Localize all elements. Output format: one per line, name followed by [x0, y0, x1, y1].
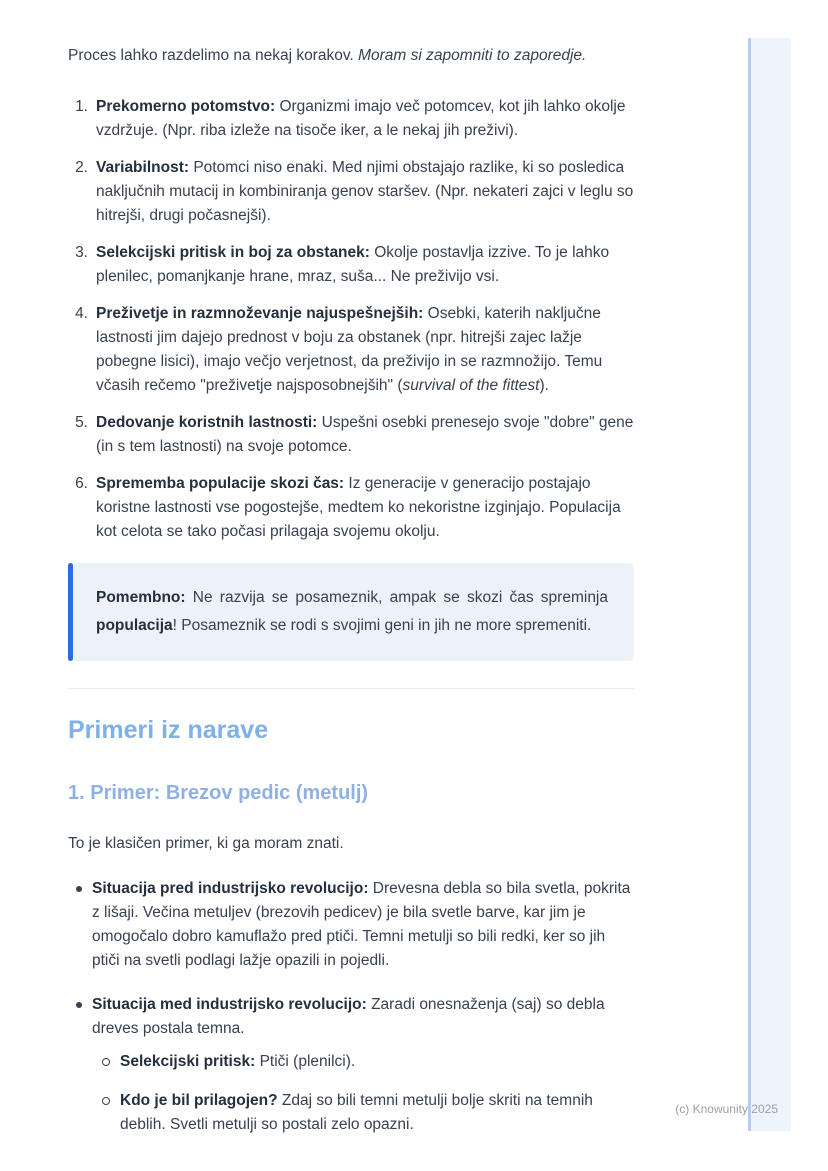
list-item-number: 1. — [75, 98, 88, 115]
circle-bullet-marker — [102, 1097, 110, 1105]
list-item-text: Drevesna debla so bila svetla, pokrita z lišaji. Večina metuljev (brezovih pedicev) je bila svetle barve, kar jim je omogočalo dobro kamuflažo pred ptiči. Temni metulji so bili redki, ker so jih ptiči na svetli podlagi lažje opazili in pojedli. — [92, 880, 631, 969]
callout-label: Pomembno: — [96, 589, 186, 606]
list-item-italic: survival of the fittest — [402, 377, 540, 394]
list-item-label: Situacija pred industrijsko revolucijo: — [92, 880, 369, 897]
bullet-marker — [76, 886, 82, 892]
list-item-text: Okolje postavlja izzive. To je lahko plenilec, pomanjkanje hrane, mraz, suša... Ne preživijo vsi. — [96, 244, 610, 285]
list-item-label: Kdo je bil prilagojen? — [120, 1092, 278, 1109]
list-item — [92, 1089, 634, 1137]
list-item — [68, 411, 634, 459]
note-paragraph: To je klasičen primer, ki ga moram znati. — [68, 835, 344, 852]
list-item-text: Uspešni osebki prenesejo svoje "dobre" gene (in s tem lastnosti) na svoje potomce. — [96, 414, 634, 455]
callout-accent-bar — [68, 563, 73, 661]
numbered-steps-list — [68, 95, 634, 544]
list-item-text: Iz generacije v generacijo postajajo koristne lastnosti vse pogostejše, medtem ko nekoristne izginjajo. Populacija kot celota se tako počasi prilagaja svojemu okolju. — [96, 475, 621, 540]
list-item-number: 2. — [75, 159, 88, 176]
list-item-label: Sprememba populacije skozi čas: — [96, 475, 345, 492]
intro-text: Proces lahko razdelimo na nekaj korakov. — [68, 47, 359, 64]
circle-bullet-marker — [102, 1058, 110, 1066]
list-item — [92, 1050, 634, 1074]
nested-bulleted-list — [92, 1050, 634, 1137]
callout-bold-word: populacija — [96, 617, 173, 634]
list-item-label: Prekomerno potomstvo: — [96, 98, 276, 115]
list-item — [68, 993, 634, 1137]
list-item-text: Potomci niso enaki. Med njimi obstajajo razlike, ki so posledica naključnih mutacij in kombiniranja genov staršev. (Npr. nekateri zajci v leglu so hitrejši, drugi počasnejši). — [96, 159, 634, 224]
section-divider — [68, 688, 634, 689]
list-item-label: Selekcijski pritisk in boj za obstanek: — [96, 244, 370, 261]
list-item-text: Osebki, katerih naključne lastnosti jim dajejo prednost v boju za obstanek (npr. hitrejši zajec lažje pobegne lisici), imajo večjo verjetnost, da preživijo in se razmnožijo. Temu včasih rečemo "preživetje najsposobnejših" ( — [96, 305, 603, 394]
page-edge-strip — [748, 38, 791, 1131]
list-item-number: 3. — [75, 244, 88, 261]
list-item-number: 5. — [75, 414, 88, 431]
list-item-label: Dedovanje koristnih lastnosti: — [96, 414, 318, 431]
list-item-number: 6. — [75, 475, 88, 492]
list-item — [68, 302, 634, 398]
intro-paragraph — [68, 44, 634, 68]
bulleted-list — [68, 877, 634, 1137]
list-item — [68, 877, 634, 973]
document-content — [68, 44, 634, 1157]
callout-text: Ne razvija se posameznik, ampak se skozi čas spreminja — [185, 589, 608, 606]
callout-text-end: ! Posameznik se rodi s svojimi geni in jih ne more spremeniti. — [172, 617, 592, 634]
footer-credit: (c) Knowunity 2025 — [675, 1102, 778, 1116]
bullet-marker — [76, 1002, 82, 1008]
list-item-text: Ptiči (plenilci). — [255, 1053, 356, 1070]
list-item-label: Preživetje in razmnoževanje najuspešnejših: — [96, 305, 424, 322]
subsection-heading: 1. Primer: Brezov pedic (metulj) — [68, 782, 369, 804]
list-item-label: Selekcijski pritisk: — [120, 1053, 256, 1070]
list-item-tail: ). — [539, 377, 549, 394]
intro-italic-text: Moram si zapomniti to zaporedje. — [358, 47, 587, 64]
list-item-text: Organizmi imajo več potomcev, kot jih lahko okolje vzdržuje. (Npr. riba izleže na tisoče iker, a le nekaj jih preživi). — [96, 98, 626, 139]
list-item-label: Situacija med industrijsko revolucijo: — [92, 996, 367, 1013]
list-item-label: Variabilnost: — [96, 159, 190, 176]
list-item-text: Zdaj so bili temni metulji bolje skriti na temnih deblih. Svetli metulji so postali zelo opazni. — [120, 1092, 593, 1133]
section-heading: Primeri iz narave — [68, 716, 269, 744]
list-item — [68, 241, 634, 289]
list-item — [68, 95, 634, 143]
list-item-number: 4. — [75, 305, 88, 322]
important-callout — [68, 563, 634, 661]
list-item — [68, 156, 634, 228]
list-item-text: Zaradi onesnaženja (saj) so debla dreves postala temna. — [92, 996, 605, 1037]
list-item — [68, 472, 634, 544]
